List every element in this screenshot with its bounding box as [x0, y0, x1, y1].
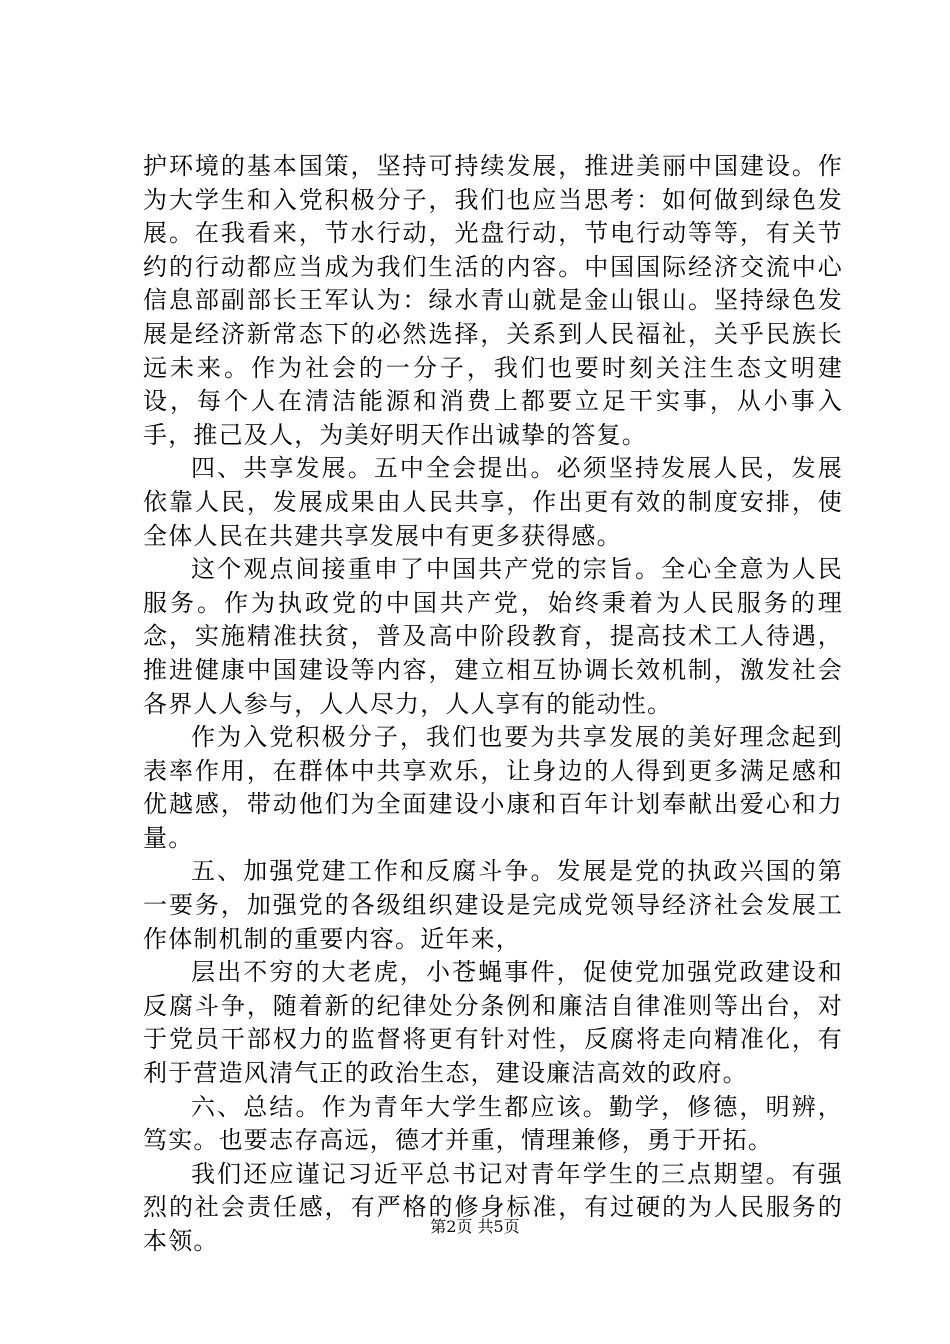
paragraph-party-building: 五、加强党建工作和反腐斗争。发展是党的执政兴国的第一要务，加强党的各级组织建设是完成党领导经济社会发展工作体制机制的重要内容。近年来， — [143, 857, 843, 953]
paragraph-expectations: 我们还应谨记习近平总书记对青年学生的三点期望。有强烈的社会责任感，有严格的修身标准，有过硬的为人民服务的本领。 — [143, 1159, 843, 1255]
paragraph-activist-role: 作为入党积极分子，我们也要为共享发展的美好理念起到表率作用，在群体中共享欢乐，让身边的人得到更多满足感和优越感，带动他们为全面建设小康和百年计划奉献出爱心和力量。 — [143, 723, 843, 852]
paragraph-anti-corruption: 层出不穷的大老虎，小苍蝇事件，促使党加强党政建设和反腐斗争，随着新的纪律处分条例和廉洁自律准则等出台，对于党员干部权力的监督将更有针对性，反腐将走向精准化，有利于营造风清气正的政治生态，建设廉洁高效的政府。 — [143, 958, 843, 1088]
page-number: 第2页 共5页 — [430, 1217, 520, 1236]
paragraph-green-development: 护环境的基本国策，坚持可持续发展，推进美丽中国建设。作为大学生和入党积极分子，我们也应当思考：如何做到绿色发展。在我看来，节水行动，光盘行动，节电行动等等，有关节约的行动都应当成为我们生活的内容。中国国际经济交流中心信息部副部长王军认为：绿水青山就是金山银山。坚持绿色发展是经济新常态下的必然选择，关系到人民福祉，关乎民族长远未来。作为社会的一分子，我们也要时刻关注生态文明建设，每个人在清洁能源和消费上都要立足干实事，从小事入手，推己及人，为美好明天作出诚挚的答复。 — [143, 152, 843, 449]
paragraph-party-purpose: 这个观点间接重申了中国共产党的宗旨。全心全意为人民服务。作为执政党的中国共产党，始终秉着为人民服务的理念，实施精准扶贫，普及高中阶段教育，提高技术工人待遇，推进健康中国建设等内容，建立相互协调长效机制，激发社会各界人人参与，人人尽力，人人享有的能动性。 — [143, 555, 843, 718]
paragraph-summary: 六、总结。作为青年大学生都应该。勤学，修德，明辨，笃实。也要志存高远，德才并重，情理兼修，勇于开拓。 — [143, 1092, 843, 1155]
paragraph-shared-development: 四、共享发展。五中全会提出。必须坚持发展人民，发展依靠人民，发展成果由人民共享，作出更有效的制度安排，使全体人民在共建共享发展中有更多获得感。 — [143, 454, 843, 550]
document-body — [143, 150, 843, 1259]
